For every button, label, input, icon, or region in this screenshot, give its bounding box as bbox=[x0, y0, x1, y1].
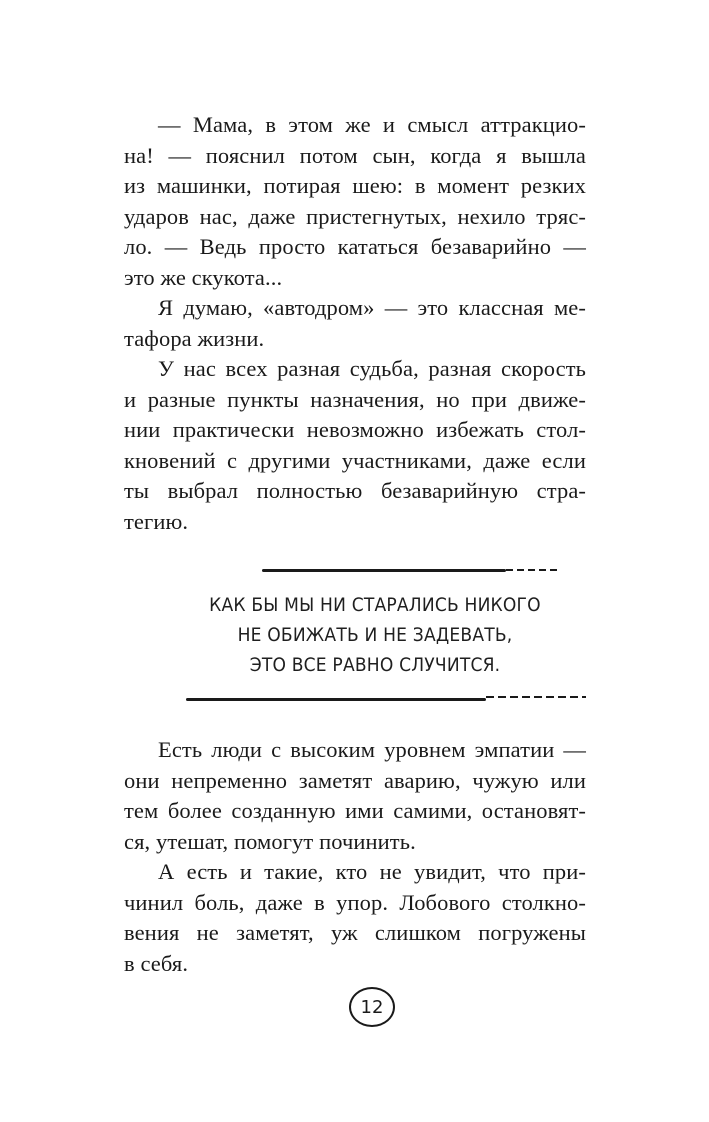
text-line: они непременно заметят аварию, чужую или bbox=[124, 767, 586, 793]
text-line: Есть люди с высоким уровнем эмпатии — bbox=[158, 737, 586, 762]
text-line: ло. — Ведь просто кататься безаварийно — bbox=[124, 234, 586, 259]
text-line: это же скукота... bbox=[124, 264, 283, 290]
text-line: тафора жизни. bbox=[124, 325, 265, 351]
text-line: ся, утешат, помогут починить. bbox=[124, 828, 416, 854]
text-line: ты выбрал полностью безаварийную стра- bbox=[124, 478, 586, 503]
quote-text bbox=[200, 590, 550, 680]
quote-line: ЭТО ВСЕ РАВНО СЛУЧИТСЯ. bbox=[249, 654, 501, 676]
text-line: тегию. bbox=[124, 508, 189, 534]
text-line: — Мама, в этом же и смысл аттракцио- bbox=[158, 112, 586, 137]
text-line: У нас всех разная судьба, разная скорость bbox=[158, 356, 586, 381]
text-line: на! — пояснил потом сын, когда я вышла bbox=[124, 142, 586, 168]
paragraph-3 bbox=[124, 354, 586, 537]
text-line: ударов нас, даже пристегнутых, нехило тряс- bbox=[124, 203, 586, 229]
page-number: 12 bbox=[349, 987, 395, 1027]
paragraph-5 bbox=[124, 857, 586, 979]
quote-rule-bottom-dash bbox=[486, 696, 586, 698]
paragraph-4 bbox=[124, 735, 586, 857]
text-line: тем более созданную ими самими, остановят- bbox=[124, 798, 586, 823]
body-text-bottom bbox=[124, 735, 586, 979]
text-line: кновений с другими участниками, даже если bbox=[124, 447, 586, 473]
text-line: чинил боль, даже в упор. Лобового столкно- bbox=[124, 889, 586, 915]
text-line: в себя. bbox=[124, 950, 189, 976]
quote-rule-top bbox=[262, 569, 506, 572]
text-line: из машинки, потирая шею: в момент резких bbox=[124, 173, 586, 198]
quote-rule-top-dash bbox=[506, 569, 558, 571]
quote-line: НЕ ОБИЖАТЬ И НЕ ЗАДЕВАТЬ, bbox=[237, 624, 513, 646]
pull-quote bbox=[200, 560, 600, 710]
paragraph-2 bbox=[124, 293, 586, 354]
text-line: вения не заметят, уж слишком погружены bbox=[124, 920, 586, 945]
paragraph-1 bbox=[124, 110, 586, 293]
text-line: и разные пункты назначения, но при движе- bbox=[124, 386, 586, 412]
quote-line: КАК БЫ МЫ НИ СТАРАЛИСЬ НИКОГО bbox=[209, 594, 541, 616]
text-line: нии практически невозможно избежать стол- bbox=[124, 417, 586, 442]
body-text-top bbox=[124, 110, 586, 537]
text-line: А есть и такие, кто не увидит, что при- bbox=[158, 859, 586, 884]
quote-rule-bottom bbox=[186, 698, 486, 701]
text-line: Я думаю, «автодром» — это классная ме- bbox=[158, 295, 586, 320]
